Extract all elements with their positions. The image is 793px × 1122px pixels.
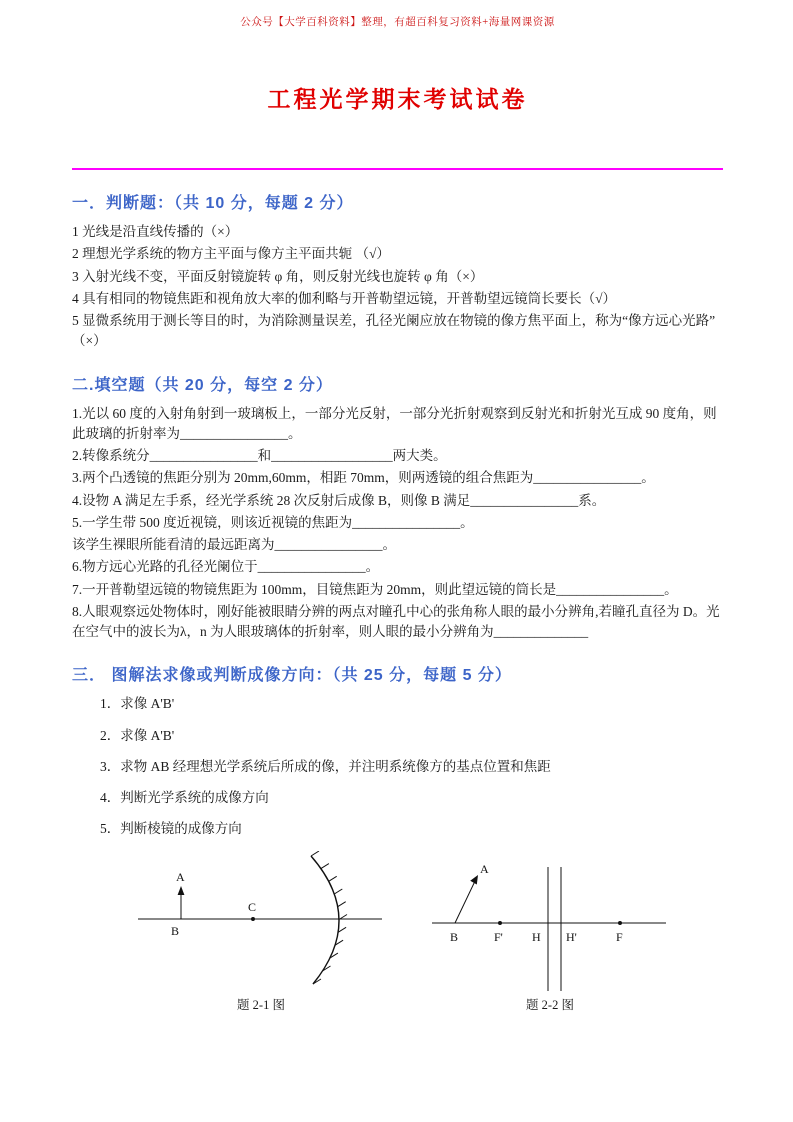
judge-item-4: 4 具有相同的物镜焦距和视角放大率的伽利略与开普勒望远镜，开普勒望远镜筒长要长（√） [72, 290, 617, 306]
mirror-surface [311, 856, 339, 984]
blank-item-6: 6.物方远心光路的孔径光阑位于________________。 [72, 559, 380, 575]
label-H-prime: H' [566, 929, 577, 944]
blank-item-3: 3.两个凸透镜的焦距分别为 20mm,60mm，相距 70mm，则两透镜的组合焦距为________________。 [72, 470, 655, 486]
label-B: B [450, 929, 459, 944]
exam-title: 工程光学期末考试试卷 [267, 87, 528, 112]
promo-header: 公众号【大学百科资料】整理，有超百科复习资料+海量网课资源 [240, 17, 555, 28]
draw-item-5: 5．判断棱镜的成像方向 [100, 821, 242, 837]
draw-item-4: 4．判断光学系统的成像方向 [100, 790, 269, 805]
figure-2-1 [136, 851, 386, 1013]
blank-item-4: 4.设物 A 满足左手系，经光学系统 28 次反射后成像 B，则像 B 满足________________系。 [72, 492, 606, 508]
center-point [251, 917, 255, 921]
judge-item-3: 3 入射光线不变，平面反射镜旋转 φ 角，则反射光线也旋转 φ 角（×） [72, 268, 484, 284]
label-F-prime: F' [494, 929, 503, 944]
diagram-row [136, 851, 723, 1013]
concave-mirror-diagram [136, 851, 386, 993]
blank-item-5: 5.一学生带 500 度近视镜，则该近视镜的焦距为________________。 [72, 514, 474, 530]
draw-item-3: 3．求物 AB 经理想光学系统后所成的像，并注明系统像方的基点位置和焦距 [100, 758, 551, 774]
section-3-items [72, 694, 723, 839]
figure-2-1-caption: 题 2-1 图 [237, 997, 285, 1012]
judge-item-2: 2 理想光学系统的物方主平面与像方主平面共轭 （√） [72, 246, 390, 262]
figure-2-2-caption: 题 2-2 图 [526, 997, 574, 1012]
section-1-items [72, 222, 723, 352]
blank-item-5b: 该学生裸眼所能看清的最远距离为________________。 [72, 537, 396, 552]
magenta-divider [72, 168, 723, 170]
draw-item-2: 2．求像 A'B' [100, 727, 175, 743]
judge-item-1: 1 光线是沿直线传播的（×） [72, 224, 239, 239]
section-2-items [72, 404, 723, 643]
blank-item-1: 1.光以 60 度的入射角射到一玻璃板上，一部分光反射，一部分光折射观察到反射光和折射光互成 90 度角，则此玻璃的折射率为________________。 [72, 405, 717, 441]
blank-item-8: 8.人眼观察远处物体时，刚好能被眼睛分辨的两点对瞳孔中心的张角称人眼的最小分辨角,若瞳孔直径为 D。光在空气中的波长为λ，n 为人眼玻璃体的折射率，则人眼的最小分辨角为______________ [72, 603, 720, 639]
judge-item-5: 5 显微系统用于测长等目的时，为消除测量误差，孔径光阑应放在物镜的像方焦平面上，称为“像方远心光路” （×） [72, 313, 716, 349]
section-3-heading: 三． 图解法求像或判断成像方向：（共 25 分，每题 5 分） [72, 667, 512, 685]
section-2-heading: 二.填空题（共 20 分，每空 2 分） [72, 376, 333, 394]
focal-point-F [618, 921, 622, 925]
focal-point-F-prime [498, 921, 502, 925]
figure-2-2 [430, 851, 670, 1013]
label-F: F [616, 929, 623, 944]
ideal-system-diagram [430, 851, 670, 993]
label-B: B [171, 923, 180, 938]
label-A: A [480, 861, 489, 876]
section-1-heading: 一．判断题：（共 10 分，每题 2 分） [72, 195, 354, 212]
mirror-hatching [311, 851, 347, 984]
object-arrowhead [178, 886, 185, 895]
label-C: C [248, 899, 257, 914]
object-arrow [455, 879, 476, 923]
blank-item-2: 2.转像系统分________________和__________________两大类。 [72, 448, 447, 463]
label-A: A [176, 869, 185, 884]
blank-item-7: 7.一开普勒望远镜的物镜焦距为 100mm，目镜焦距为 20mm，则此望远镜的筒长是________________。 [72, 581, 678, 597]
label-H: H [532, 929, 541, 944]
draw-item-1: 1．求像 A'B' [100, 696, 175, 712]
